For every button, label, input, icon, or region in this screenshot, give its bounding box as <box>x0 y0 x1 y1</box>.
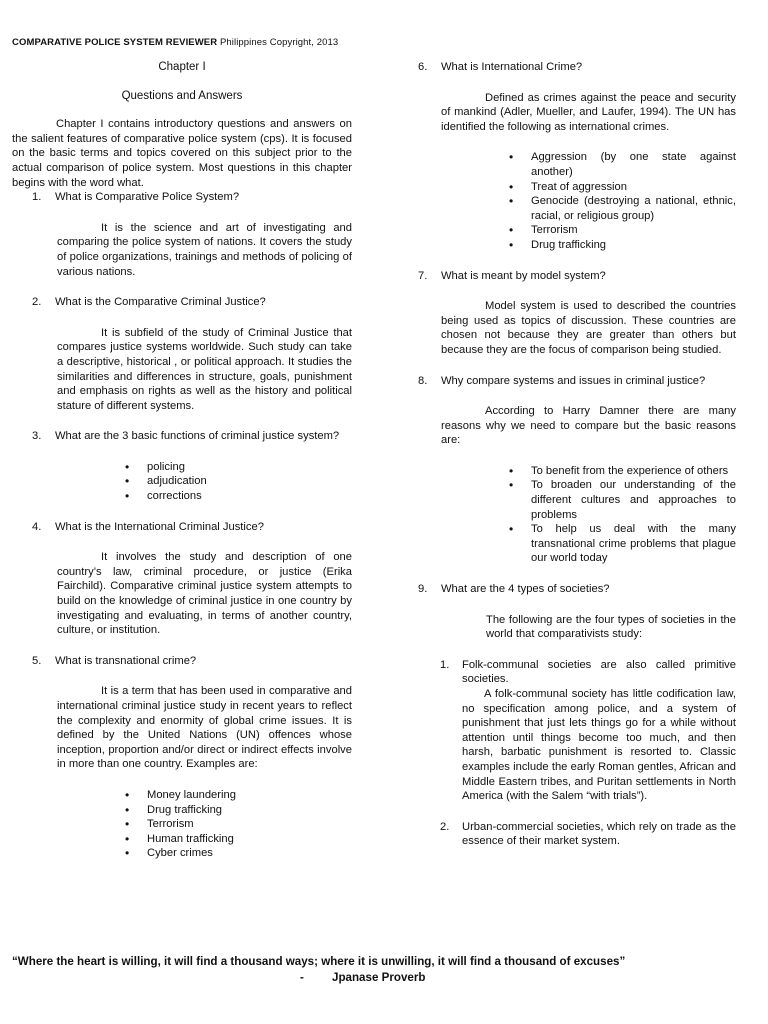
question-number: 5. <box>32 654 42 667</box>
left-column <box>12 60 352 861</box>
list-item: • corrections <box>147 489 352 504</box>
header-title: COMPARATIVE POLICE SYSTEM REVIEWER <box>12 37 218 48</box>
answer-5: It is a term that has been used in comparative and international criminal justice study in recent years to reflect the complexity and enormity of global crime issues. It is defined by the United Nations (UN) offences whose inception, proportion and/or direct or indirect effects involve in more than one country. Examples are: <box>57 685 352 771</box>
list-item: • Drug trafficking <box>147 803 352 818</box>
list-item: • Genocide (destroying a national, ethnic, racial, or religious group) <box>531 194 736 223</box>
international-crime-list <box>531 150 736 252</box>
list-item: • Cyber crimes <box>147 846 352 861</box>
question-7 <box>418 269 736 284</box>
list-item: • To benefit from the experience of others <box>531 464 736 479</box>
list-item: • Human trafficking <box>147 832 352 847</box>
list-item: • To broaden our understanding of the different cultures and approaches to problems <box>531 478 736 522</box>
answer-4: It involves the study and description of one country’s law, criminal procedure, or justice (Erika Fairchild). Comparative criminal justice system attempts to build on the knowledge of criminal justice in one country by investigating and evaluating, in terms of another country, culture, or institution. <box>57 551 352 637</box>
question-number: 8. <box>418 374 428 387</box>
question-2 <box>32 295 352 310</box>
question-6 <box>418 60 736 75</box>
footer-quote: “Where the heart is willing, it will find a thousand ways; where it is unwilling, it will find a thousand of excuses” <box>12 955 626 968</box>
page-header <box>12 37 338 48</box>
reasons-list <box>531 464 736 566</box>
list-item: • Aggression (by one state against another) <box>531 150 736 179</box>
society-detail: A folk-communal society has little codification law, no specification among police, and a system of punishment that just lets things go for a while without attention until things become too much, and then harsh, barbatic punishment is resorted to. Classic examples include the early Roman gentles, African and Middle Eastern tribes, and Puritan settlements in North America (with the Salem “with trials”). <box>462 688 736 803</box>
list-item: • Terrorism <box>531 223 736 238</box>
question-text: What is meant by model system? <box>441 269 606 282</box>
answer-2: It is subfield of the study of Criminal Justice that compares justice systems worldwide. Such study can take a descriptive, historical , or political approach. It studies the similarities and differences in structure, goals, punishment and emphasis on rights as well as the history and political stature of different systems. <box>57 326 352 412</box>
question-text: What is Comparative Police System? <box>55 191 240 204</box>
question-8 <box>418 374 736 389</box>
question-3 <box>32 429 352 444</box>
question-text: What is transnational crime? <box>55 654 197 667</box>
list-item: • policing <box>147 460 352 475</box>
transnational-crime-list <box>147 788 352 861</box>
attribution-text: Jpanase Proverb <box>332 971 426 984</box>
answer-7: Model system is used to described the countries being used as topics of discussion. These countries are chosen not because they are greater than others but because they are the focus of comparison being studied. <box>441 300 736 356</box>
society-number: 1. <box>440 658 450 671</box>
question-text: What is the International Criminal Justice? <box>55 520 264 533</box>
attribution-dash: - <box>300 971 304 984</box>
question-4 <box>32 520 352 535</box>
chapter-title: Chapter I <box>158 61 206 73</box>
list-item: • Money laundering <box>147 788 352 803</box>
question-number: 1. <box>32 191 42 204</box>
answer-1: It is the science and art of investigating and comparing the police system of nations. It covers the study of police organizations, trainings and methods of policing of various nations. <box>57 221 352 278</box>
societies-list <box>440 658 736 849</box>
answer-6: Defined as crimes against the peace and security of mankind (Adler, Mueller, and Laufer, 1994). The UN has identified the following as international crimes. <box>441 91 736 133</box>
question-text: What are the 4 types of societies? <box>441 583 610 596</box>
question-1 <box>32 190 352 205</box>
question-text: Why compare systems and issues in criminal justice? <box>441 374 706 387</box>
functions-list <box>147 460 352 504</box>
answer-8: According to Harry Damner there are many reasons why we need to compare but the basic reasons are: <box>441 405 736 447</box>
question-number: 7. <box>418 269 428 282</box>
question-number: 3. <box>32 430 42 443</box>
question-text: What is International Crime? <box>441 61 583 73</box>
list-item: • Drug trafficking <box>531 238 736 253</box>
chapter-subtitle: Questions and Answers <box>121 89 243 102</box>
quote-attribution <box>300 971 425 984</box>
right-column <box>418 60 736 849</box>
answer-9: The following are the four types of societies in the world that comparativists study: <box>486 613 736 641</box>
question-number: 9. <box>418 583 428 596</box>
list-item: • Treat of aggression <box>531 180 736 195</box>
society-number: 2. <box>440 820 450 833</box>
question-number: 4. <box>32 520 42 533</box>
society-type-2 <box>440 820 736 849</box>
society-text: Folk-communal societies are also called primitive societies. <box>462 658 736 686</box>
question-5 <box>32 654 352 669</box>
list-item: • adjudication <box>147 474 352 489</box>
question-number: 6. <box>418 61 428 73</box>
society-text: Urban-commercial societies, which rely on trade as the essence of their market system. <box>462 820 736 848</box>
question-text: What is the Comparative Criminal Justice? <box>55 296 266 309</box>
question-number: 2. <box>32 296 42 309</box>
list-item: • Terrorism <box>147 817 352 832</box>
header-copyright: Philippines Copyright, 2013 <box>217 37 339 48</box>
list-item: • To help us deal with the many transnational crime problems that plague our world today <box>531 522 736 566</box>
question-text: What are the 3 basic functions of criminal justice system? <box>55 430 340 443</box>
question-9 <box>418 582 736 597</box>
society-type-1 <box>440 658 736 687</box>
chapter-intro: Chapter I contains introductory questions and answers on the salient features of comparative police system (cps). It is focused on the basic terms and topics covered on this subject prior to the actual comparison of police system. Most questions in this chapter begins with the word what. <box>12 118 352 189</box>
